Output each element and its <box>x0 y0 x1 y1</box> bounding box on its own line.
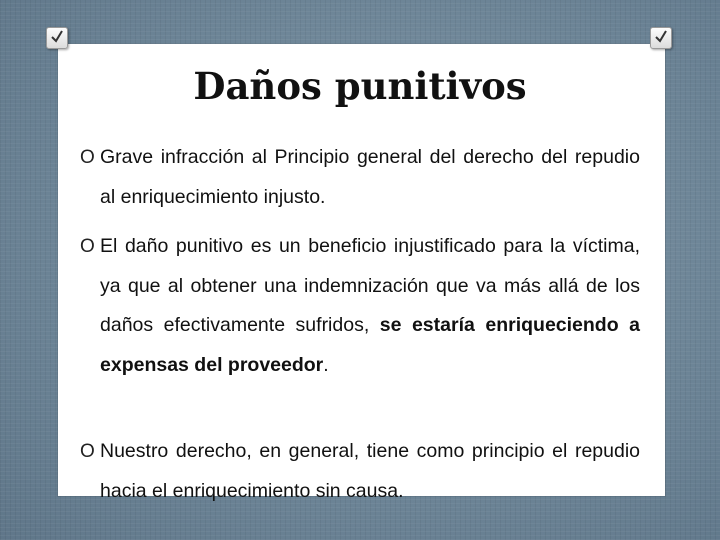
bullet-item <box>80 432 640 511</box>
bullet-item <box>80 227 640 385</box>
bullet-item <box>80 138 640 217</box>
bullet-text: Grave infracción al Principio general del derecho del repudio al enriquecimiento injusto. <box>100 146 640 208</box>
bullet-marker-icon: O <box>80 236 95 257</box>
bullet-text <box>100 227 640 385</box>
bullet-marker-icon: O <box>80 147 95 168</box>
bullet-text-bold: se estaría enriqueciendo a expensas del proveedor <box>100 314 640 376</box>
pin-icon-right <box>650 27 672 49</box>
bullet-text-end: . <box>323 353 329 376</box>
pin-icon-left <box>46 27 68 49</box>
slide-title: Daños punitivos <box>193 64 527 108</box>
bullet-text-normal: El daño punitivo es un beneficio injustificado para la víctima, ya que al obtener una indemnización que va más allá de los daños efectivamente sufridos, <box>100 235 640 336</box>
bullet-marker-icon: O <box>80 441 95 462</box>
bullet-text: Nuestro derecho, en general, tiene como principio el repudio hacia el enriquecimiento sin causa. <box>100 440 640 502</box>
